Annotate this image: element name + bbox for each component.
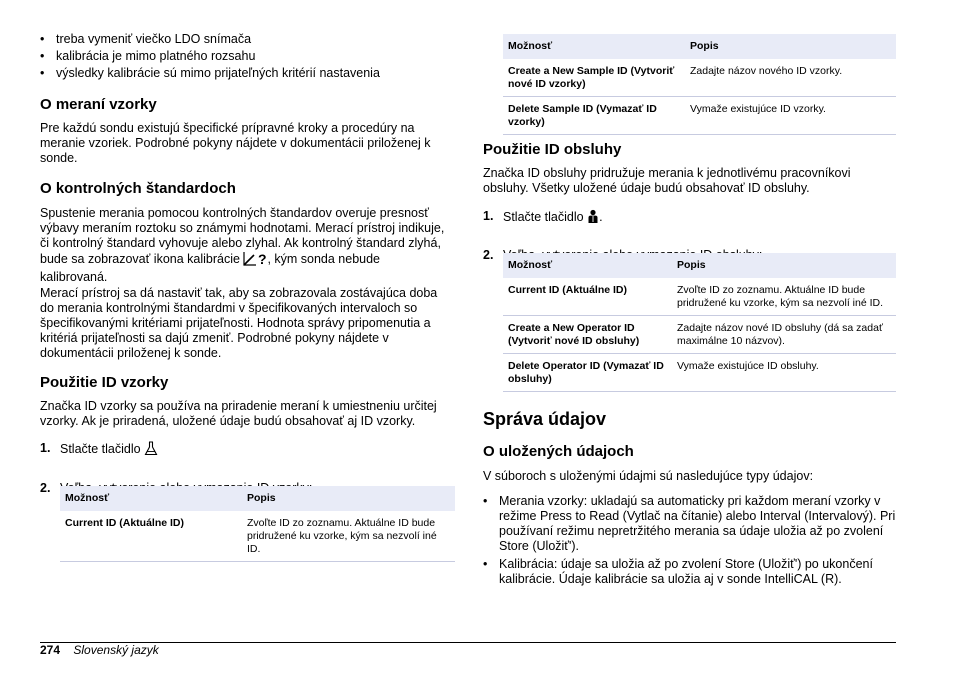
description-cell: Vymaže existujúce ID obsluhy. [672, 354, 896, 392]
table-header-row [60, 486, 455, 511]
table-row [503, 316, 896, 354]
page-footer [40, 643, 159, 657]
column-header: Popis [242, 486, 455, 511]
table-row [503, 59, 896, 97]
sample-id-options-table [60, 486, 455, 562]
option-cell: Delete Sample ID (Vymazať ID vzorky) [503, 97, 685, 135]
paragraph-text: , kým sonda nebude kalibrovaná. [40, 252, 381, 284]
table-header-row [503, 253, 896, 278]
table-row [503, 97, 896, 135]
right-column [483, 0, 897, 586]
list-item: • Kalibrácia: údaje sa uložia až po zvolení Store (Uložiť') po ukončení kalibrácie. Údaje kalibrácie sa uložia aj v sonde IntelliCAL (R). [483, 557, 897, 587]
sample-id-flask-icon [144, 441, 158, 460]
option-cell: Create a New Sample ID (Vytvoriť nové ID vzorky) [503, 59, 685, 97]
description-cell: Zadajte názov nové ID obsluhy (dá sa zadať maximálne 10 názvov). [672, 316, 896, 354]
column-header: Popis [672, 253, 896, 278]
step-text: Stlačte tlačidlo [503, 210, 584, 224]
table-row [60, 511, 455, 562]
step-1 [40, 441, 460, 460]
description-cell: Zvoľte ID zo zoznamu. Aktuálne ID bude pridružené ku vzorke, kým sa nezvolí iné ID. [672, 278, 896, 316]
heading-operator-id: Použitie ID obsluhy [483, 141, 622, 158]
calibration-warning-icon [243, 251, 267, 270]
page-number: 274 [40, 643, 61, 657]
list-item: • Merania vzorky: ukladajú sa automaticky pri každom meraní vzorky v režime Press to Read (Vytlač na čítanie) alebo Interval (Intervalový). Pri používaní režimu nepretržitého merania sa údaje uložia až po zvolení Store (Uložiť'). [483, 494, 897, 554]
column-header: Možnosť [503, 253, 672, 278]
option-cell: Current ID (Aktuálne ID) [503, 278, 672, 316]
list-item: • výsledky kalibrácie sú mimo prijateľných kritérií nastavenia [40, 65, 455, 82]
description-cell: Zvoľte ID zo zoznamu. Aktuálne ID bude pridružené ku vzorke, kým sa nezvolí iné ID. [242, 511, 455, 562]
column-header: Popis [685, 34, 896, 59]
step-text: . [599, 210, 603, 224]
paragraph-sample-measurement: Pre každú sondu existujú špecifické prípravné kroky a procedúry na meranie vzoriek. Podrobné pokyny nájdete v dokumentácii priloženej k sonde. [40, 121, 431, 165]
option-cell: Current ID (Aktuálne ID) [60, 511, 242, 562]
table-row [503, 354, 896, 392]
step-1 [483, 209, 903, 228]
description-cell: Zadajte názov nového ID vzorky. [685, 59, 896, 97]
paragraph-operator-id: Značka ID obsluhy pridružuje merania k jednotlivému pracovníkovi obsluhy. Všetky uložené údaje budú obsahovať ID obsluhy. [483, 166, 851, 195]
step-number: 2. [483, 248, 494, 262]
calibration-bullet-list [40, 31, 455, 82]
option-cell: Delete Operator ID (Vymazať ID obsluhy) [503, 354, 672, 392]
left-column [40, 0, 455, 555]
step-text: Stlačte tlačidlo [60, 442, 141, 456]
table-header-row [503, 34, 896, 59]
table-row [503, 278, 896, 316]
sample-id-options-table-continued [503, 34, 896, 135]
svg-text:?: ? [258, 251, 267, 266]
heading-data-management: Správa údajov [483, 409, 607, 429]
footer-language: Slovenský jazyk [73, 643, 159, 657]
option-cell: Create a New Operator ID (Vytvoriť nové ID obsluhy) [503, 316, 672, 354]
description-cell: Vymaže existujúce ID vzorky. [685, 97, 896, 135]
list-item: • kalibrácia je mimo platného rozsahu [40, 48, 455, 65]
paragraph-sample-id: Značka ID vzorky sa používa na priradenie meraní k umiestneniu určitej vzorky. Ak je priradená, uložené údaje budú obsahovať aj ID vzorky. [40, 399, 437, 428]
paragraph-stored-data: V súboroch s uloženými údajmi sú nasledujúce typy údajov: [483, 469, 814, 483]
heading-stored-data: O uložených údajoch [483, 443, 634, 460]
stored-data-bullet-list [483, 494, 897, 587]
operator-id-person-icon [587, 209, 599, 228]
heading-control-standards: O kontrolných štandardoch [40, 180, 236, 197]
column-header: Možnosť [503, 34, 685, 59]
step-number: 1. [40, 441, 51, 455]
operator-id-options-table [503, 253, 896, 392]
list-item: • treba vymeniť viečko LDO snímača [40, 31, 455, 48]
footer-divider [40, 642, 896, 643]
step-number: 2. [40, 481, 51, 495]
heading-sample-id: Použitie ID vzorky [40, 374, 169, 391]
paragraph-control-standards-2: Merací prístroj sa dá nastaviť tak, aby sa zobrazovala zostávajúca doba do merania kontrolnými štandardmi v špecifikovaných intervaloch so špecifikovanými kritériami prijateľnosti. Hodnota správy pripomenutia a kritériá prijateľnosti sa dajú zmeniť. Podrobné pokyny nájdete v dokumentácii priloženej k sonde. [40, 286, 438, 360]
step-number: 1. [483, 209, 494, 223]
paragraph-control-standards-1 [40, 206, 445, 285]
paragraph-text: Spustenie merania pomocou kontrolných štandardov overuje presnosť výbavy meraním roztoku so známymi hodnotami. Merací prístroj indikuje, či kontrolný štandard vyhovuje alebo zlyhal. Ak kontrolný štandard zlyhá, bude sa zobrazovať ikona kalibrácie [40, 206, 445, 266]
column-header: Možnosť [60, 486, 242, 511]
heading-sample-measurement: O meraní vzorky [40, 96, 157, 113]
